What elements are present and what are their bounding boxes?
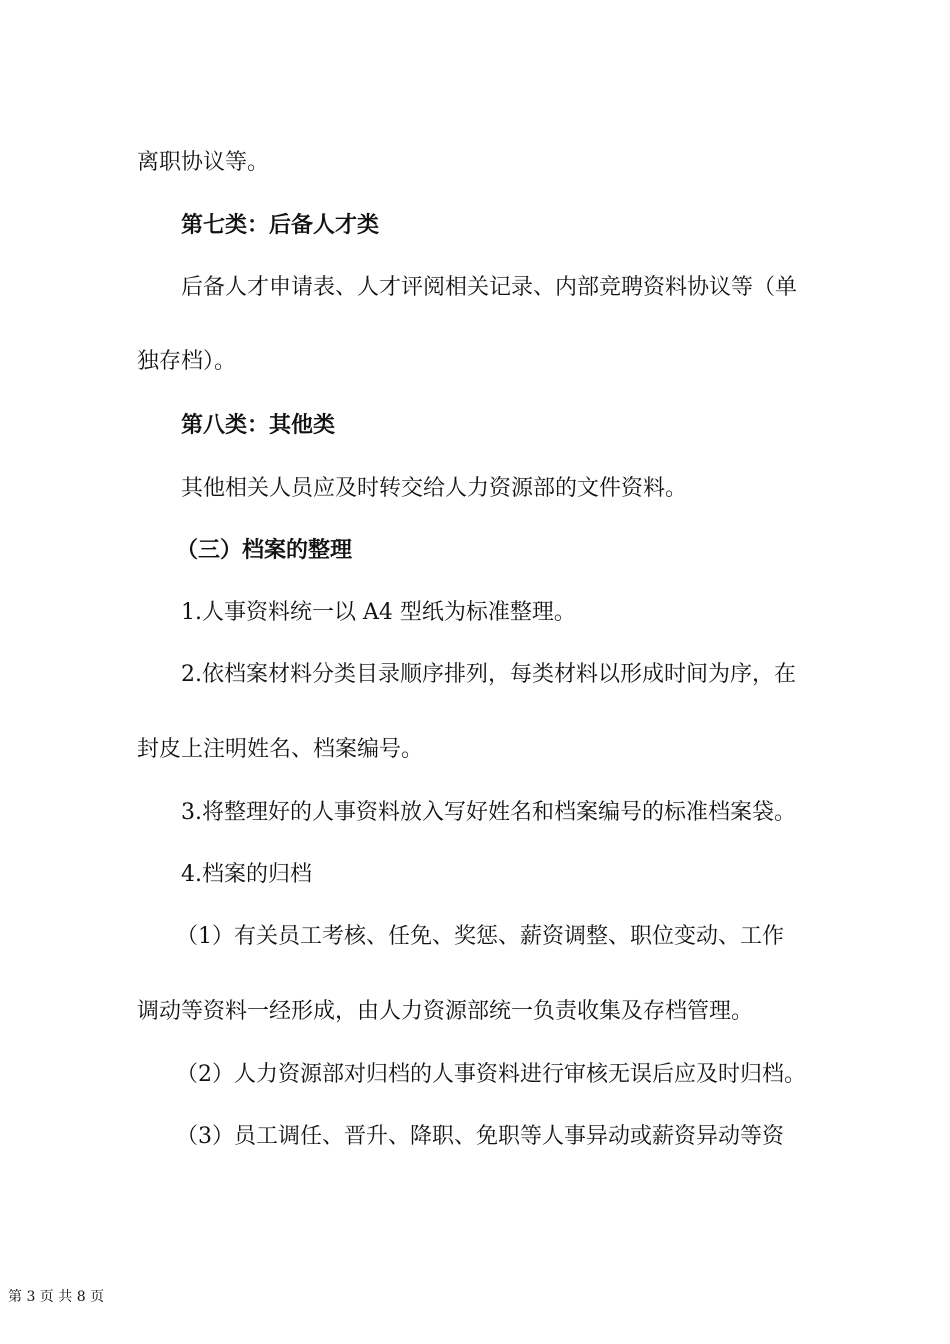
page-footer: 第 3 页 共 8 页 xyxy=(8,1289,105,1305)
text-line: （3）员工调任、晋升、降职、免职等人事异动或薪资异动等资 xyxy=(176,1124,784,1149)
text-line: 后备人才申请表、人才评阅相关记录、内部竞聘资料协议等（单 xyxy=(181,275,798,300)
text-line: 调动等资料一经形成，由人力资源部统一负责收集及存档管理。 xyxy=(137,999,754,1024)
text-line: 3.将整理好的人事资料放入写好姓名和档案编号的标准档案袋。 xyxy=(181,800,796,825)
text-line: 1.人事资料统一以 A4 型纸为标准整理。 xyxy=(181,600,576,625)
text-line: （1）有关员工考核、任免、奖惩、薪资调整、职位变动、工作 xyxy=(176,924,784,949)
text-line: 离职协议等。 xyxy=(137,150,270,175)
text-line: 其他相关人员应及时转交给人力资源部的文件资料。 xyxy=(181,476,688,501)
section-heading-3: （三）档案的整理 xyxy=(176,538,353,563)
text-line: 独存档）。 xyxy=(137,349,237,374)
text-line: 封皮上注明姓名、档案编号。 xyxy=(137,737,424,762)
section-heading-8: 第八类：其他类 xyxy=(181,413,336,438)
section-heading-7: 第七类：后备人才类 xyxy=(181,213,380,238)
text-line: 4.档案的归档 xyxy=(181,862,312,887)
text-line: （2）人力资源部对归档的人事资料进行审核无误后应及时归档。 xyxy=(176,1062,806,1087)
text-line: 2.依档案材料分类目录顺序排列，每类材料以形成时间为序，在 xyxy=(181,662,796,687)
